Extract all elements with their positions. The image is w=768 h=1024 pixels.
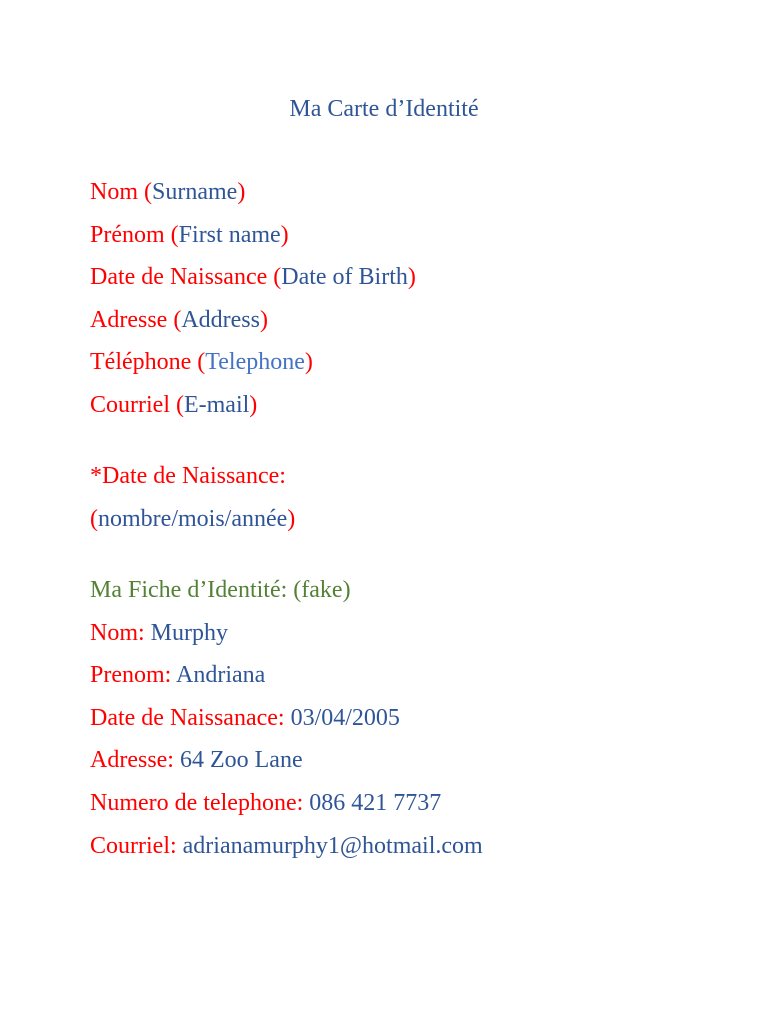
vocab-row-address: Adresse (Address)	[90, 306, 268, 333]
vocab-english: E-mail	[183, 391, 250, 418]
vocab-english: Telephone	[205, 349, 305, 376]
note-heading: *Date de Naissance:	[90, 463, 286, 489]
vocab-french: Courriel	[90, 391, 170, 418]
vocab-french: Date de Naissance	[90, 264, 268, 291]
fiche-row-nom	[90, 612, 730, 655]
vocab-french: Prénom	[90, 221, 165, 248]
fiche-heading: Ma Fiche d’Identité: (fake)	[90, 577, 351, 603]
fiche-label: Adresse:	[90, 747, 174, 774]
fiche-label: Numero de telephone:	[90, 789, 304, 816]
vocab-french: Adresse	[90, 306, 168, 333]
vocab-french: Nom	[90, 179, 138, 205]
fiche-value: 03/04/2005	[290, 704, 400, 731]
vocab-row-first-name: Prénom (First name)	[90, 221, 289, 248]
date-format-note	[90, 455, 730, 540]
fiche-label: Nom:	[90, 619, 145, 646]
fiche-row-courriel	[90, 825, 730, 868]
vocab-row-email: Courriel (E-mail)	[90, 391, 258, 418]
vocab-english: Date of Birth	[281, 264, 408, 291]
note-format-line: (nombre/mois/année)	[90, 505, 296, 532]
vocab-row-surname: Nom (Surname)	[90, 179, 246, 205]
fiche-row-adresse	[90, 739, 730, 782]
vocab-english: First name	[178, 221, 281, 248]
fiche-value: 086 421 7737	[309, 789, 442, 816]
vocab-english: Surname	[152, 179, 238, 205]
note-format: nombre/mois/année	[98, 505, 288, 532]
fiche-row-date-de-naissance	[90, 697, 730, 740]
fiche-row-prenom	[90, 654, 730, 697]
vocab-row-date-of-birth: Date de Naissance (Date of Birth)	[90, 264, 416, 291]
vocabulary-list	[90, 171, 730, 427]
fiche-value: adrianamurphy1@hotmail.com	[182, 832, 483, 859]
vocab-french: Téléphone	[90, 349, 192, 376]
fiche-value: Murphy	[150, 619, 229, 646]
fiche-value: 64 Zoo Lane	[179, 747, 303, 774]
fiche-label: Date de Naissanace:	[90, 704, 285, 731]
fiche-value: Andriana	[176, 662, 266, 689]
vocab-row-telephone: Téléphone (Telephone)	[90, 349, 313, 376]
fiche-row-telephone	[90, 782, 730, 825]
identity-sheet	[90, 569, 730, 867]
fiche-label: Prenom:	[90, 662, 172, 689]
fiche-label: Courriel:	[90, 832, 177, 859]
page-title: Ma Carte d’Identité	[289, 96, 479, 122]
vocab-english: Address	[181, 306, 260, 333]
